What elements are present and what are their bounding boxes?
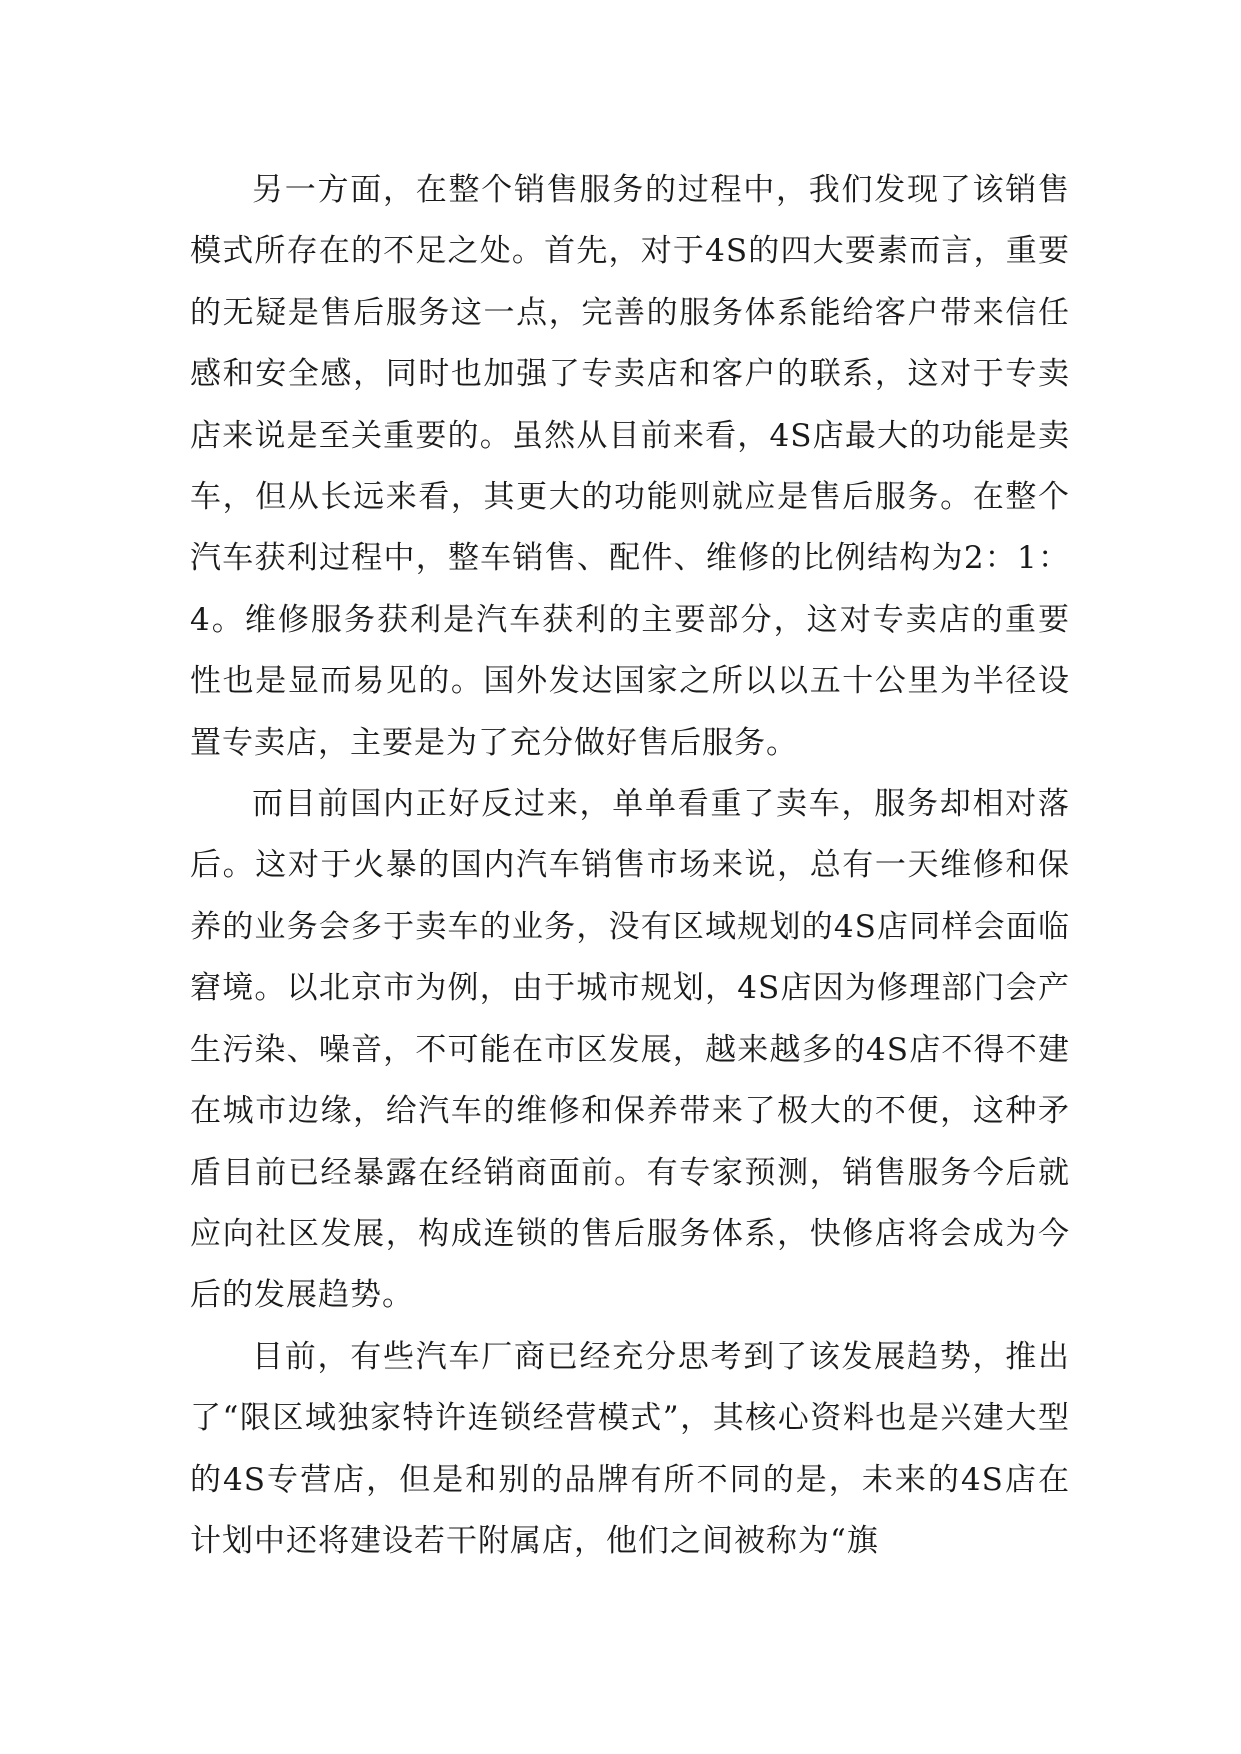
- paragraph-3: 目前，有些汽车厂商已经充分思考到了该发展趋势，推出了“限区域独家特许连锁经营模式”，其核心资料也是兴建大型的4S专营店，但是和别的品牌有所不同的是，未来的4S店在计划中还将建设若干附属店，他们之间被称为“旗: [190, 1338, 1070, 1559]
- body-text: [190, 160, 1070, 1572]
- paragraph-1: 另一方面，在整个销售服务的过程中，我们发现了该销售模式所存在的不足之处。首先，对于4S的四大要素而言，重要的无疑是售后服务这一点，完善的服务体系能给客户带来信任感和安全感，同时也加强了专卖店和客户的联系，这对于专卖店来说是至关重要的。虽然从目前来看，4S店最大的功能是卖车，但从长远来看，其更大的功能则就应是售后服务。在整个汽车获利过程中，整车销售、配件、维修的比例结构为2：1：4。维修服务获利是汽车获利的主要部分，这对专卖店的重要性也是显而易见的。国外发达国家之所以以五十公里为半径设置专卖店，主要是为了充分做好售后服务。: [190, 172, 1070, 761]
- paragraph-2: 而目前国内正好反过来，单单看重了卖车，服务却相对落后。这对于火暴的国内汽车销售市场来说，总有一天维修和保养的业务会多于卖车的业务，没有区域规划的4S店同样会面临窘境。以北京市为例，由于城市规划，4S店因为修理部门会产生污染、噪音，不可能在市区发展，越来越多的4S店不得不建在城市边缘，给汽车的维修和保养带来了极大的不便，这种矛盾目前已经暴露在经销商面前。有专家预测，销售服务今后就应向社区发展，构成连锁的售后服务体系，快修店将会成为今后的发展趋势。: [190, 786, 1070, 1314]
